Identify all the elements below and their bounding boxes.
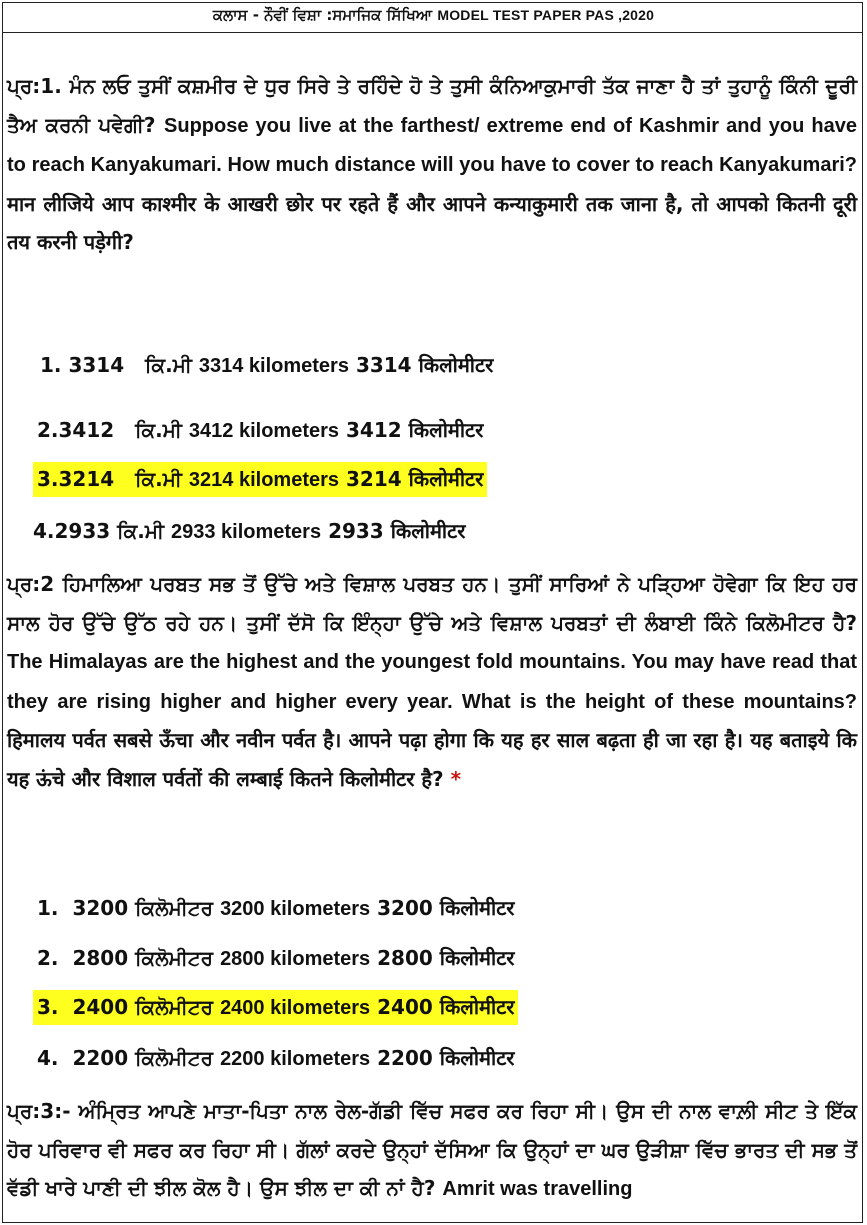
page-header [0,6,867,24]
question-1-option-1[interactable] [36,348,497,383]
option-english: 2933 kilometers [170,521,322,543]
option-punjabi: ਕਿ.ਮੀ [135,418,182,442]
question-1-option-3-correct[interactable] [33,462,487,497]
option-number: 3.3214 [37,467,115,491]
question-3-english: Amrit was travelling [442,1178,633,1200]
question-2-punjabi: ਪ੍ਰ:2 ਹਿਮਾਲਿਆ ਪਰਬਤ ਸਭ ਤੋਂ ਉੱਚੇ ਅਤੇ ਵਿਸ਼ਾਲ ਪਰਬਤ ਹਨ। ਤੁਸੀਂ ਸਾਰਿਆਂ ਨੇ ਪੜ੍ਹਿਆ ਹੋਵੇਗਾ ਕਿ ਇਹ ਹਰ ਸਾਲ ਹੋਰ ਉੱਚੇ ਉੱਠ ਰਹੇ ਹਨ। ਤੁਸੀਂ ਦੱਸੋ ਕਿ ਇੰਨ੍ਹਾ ਉੱਚੇ ਅਤੇ ਵਿਸ਼ਾਲ ਪਰਬਤਾਂ ਦੀ ਲੰਬਾਈ ਕਿੰਨੇ ਕਿਲੋਮੀਟਰ ਹੈ? [7,572,857,635]
option-punjabi: 2800 ਕਿਲੋਮੀਟਰ [72,946,214,970]
option-hindi: 2200 किलोमीटर [377,1046,515,1070]
option-hindi: 2400 किलोमीटर [377,995,515,1019]
question-1-punjabi: ਪ੍ਰ:1. ਮੰਨ ਲਓ ਤੁਸੀਂ ਕਸ਼ਮੀਰ ਦੇ ਧੁਰ ਸਿਰੇ ਤੇ ਰਹਿੰਦੇ ਹੋ ਤੇ ਤੁਸੀ ਕੰਨਿਆਕੁਮਾਰੀ ਤੱਕ ਜਾਣਾ ਹੈ ਤਾਂ ਤੁਹਾਨੂੰ ਕਿੰਨੀ ਦੂਰੀ ਤੈਅ ਕਰਨੀ ਪਵੇਗੀ? [7,74,857,137]
option-english: 3214 kilometers [188,469,340,491]
option-number: 2. [37,946,59,970]
option-hindi: 3314 किलोमीटर [355,353,494,377]
question-2 [7,565,857,798]
question-1 [7,67,857,262]
question-3 [7,1092,857,1209]
question-1-option-4[interactable] [29,514,469,549]
header-paper-title: MODEL TEST PAPER PAS ,2020 [437,7,655,23]
option-number: 2.3412 [37,418,115,442]
option-hindi: 3412 किलोमीटर [345,418,484,442]
option-hindi: 3200 किलोमीटर [377,896,515,920]
header-subject: ਕਲਾਸ - ਨੌਵੀਂ ਵਿਸ਼ਾ :ਸਮਾਜਿਕ ਸਿੱਖਿਆ [212,6,433,24]
question-2-option-2[interactable] [33,941,518,976]
option-english: 2200 kilometers [220,1048,371,1070]
option-hindi: 2800 किलोमीटर [377,946,515,970]
option-punjabi: ਕਿ.ਮੀ [145,353,192,377]
question-1-option-2[interactable] [33,413,487,448]
header-divider [2,32,863,33]
required-mark: * [450,766,462,791]
question-3-punjabi: ਪ੍ਰ:3:- ਅੰਮ੍ਰਿਤ ਆਪਣੇ ਮਾਤਾ-ਪਿਤਾ ਨਾਲ ਰੇਲ-ਗੱਡੀ ਵਿੱਚ ਸਫਰ ਕਰ ਰਿਹਾ ਸੀ। ਉਸ ਦੀ ਨਾਲ ਵਾਲ਼ੀ ਸੀਟ ਤੇ ਇੱਕ ਹੋਰ ਪਰਿਵਾਰ ਵੀ ਸਫਰ ਕਰ ਰਿਹਾ ਸੀ। ਗੱਲਾਂ ਕਰਦੇ ਉਨ੍ਹਾਂ ਦੱਸਿਆ ਕਿ ਉਨ੍ਹਾਂ ਦਾ ਘਰ ਉੜੀਸ਼ਾ ਵਿੱਚ ਭਾਰਤ ਦੀ ਸਭ ਤੋਂ ਵੱਡੀ ਖਾਰੇ ਪਾਣੀ ਦੀ ਝੀਲ ਕੋਲ ਹੈ। ਉਸ ਝੀਲ ਦਾ ਕੀ ਨਾਂ ਹੈ? [7,1099,857,1200]
option-english: 2800 kilometers [220,948,371,970]
option-number: 4. [37,1046,59,1070]
option-punjabi: 2400 ਕਿਲੋਮੀਟਰ [72,995,214,1019]
option-english: 3412 kilometers [188,420,340,442]
option-punjabi: ਕਿ.ਮੀ [117,519,165,543]
option-number: 4.2933 [33,519,111,543]
question-1-hindi: मान लीजिये आप काश्मीर के आखरी छोर पर रहते हैं और आपने कन्याकुमारी तक जाना है, तो आपको कितनी दूरी तय करनी पड़ेगी? [7,191,857,254]
question-2-option-1[interactable] [33,891,518,926]
option-hindi: 3214 किलोमीटर [345,467,484,491]
question-2-option-3-correct[interactable] [33,990,518,1025]
question-2-english: The Himalayas are the highest and the youngest fold mountains. You may have read that they are rising higher and higher every year. What is the height of these mountains? [7,651,857,713]
option-punjabi: 3200 ਕਿਲੋਮੀਟਰ [72,896,214,920]
option-number: 1. 3314 [40,353,125,377]
question-2-option-4[interactable] [33,1041,518,1076]
option-english: 3314 kilometers [198,355,349,377]
question-2-hindi: हिमालय पर्वत सबसे ऊँचा और नवीन पर्वत है। आपने पढ़ा होगा कि यह हर साल बढ़ता ही जा रहा है। यह बताइये कि यह ऊंचे और विशाल पर्वतों की लम्बाई कितने किलोमीटर है? [7,728,857,791]
option-number: 3. [37,995,59,1019]
question-1-english: Suppose you live at the farthest/ extreme end of Kashmir and you have to reach Kanyakumari. How much distance will you have to cover to reach Kanyakumari? [7,114,857,176]
option-punjabi: ਕਿ.ਮੀ [135,467,182,491]
option-punjabi: 2200 ਕਿਲੋਮੀਟਰ [72,1046,214,1070]
option-hindi: 2933 किलोमीटर [328,519,466,543]
option-number: 1. [37,896,59,920]
option-english: 2400 kilometers [220,997,371,1019]
option-english: 3200 kilometers [220,898,371,920]
